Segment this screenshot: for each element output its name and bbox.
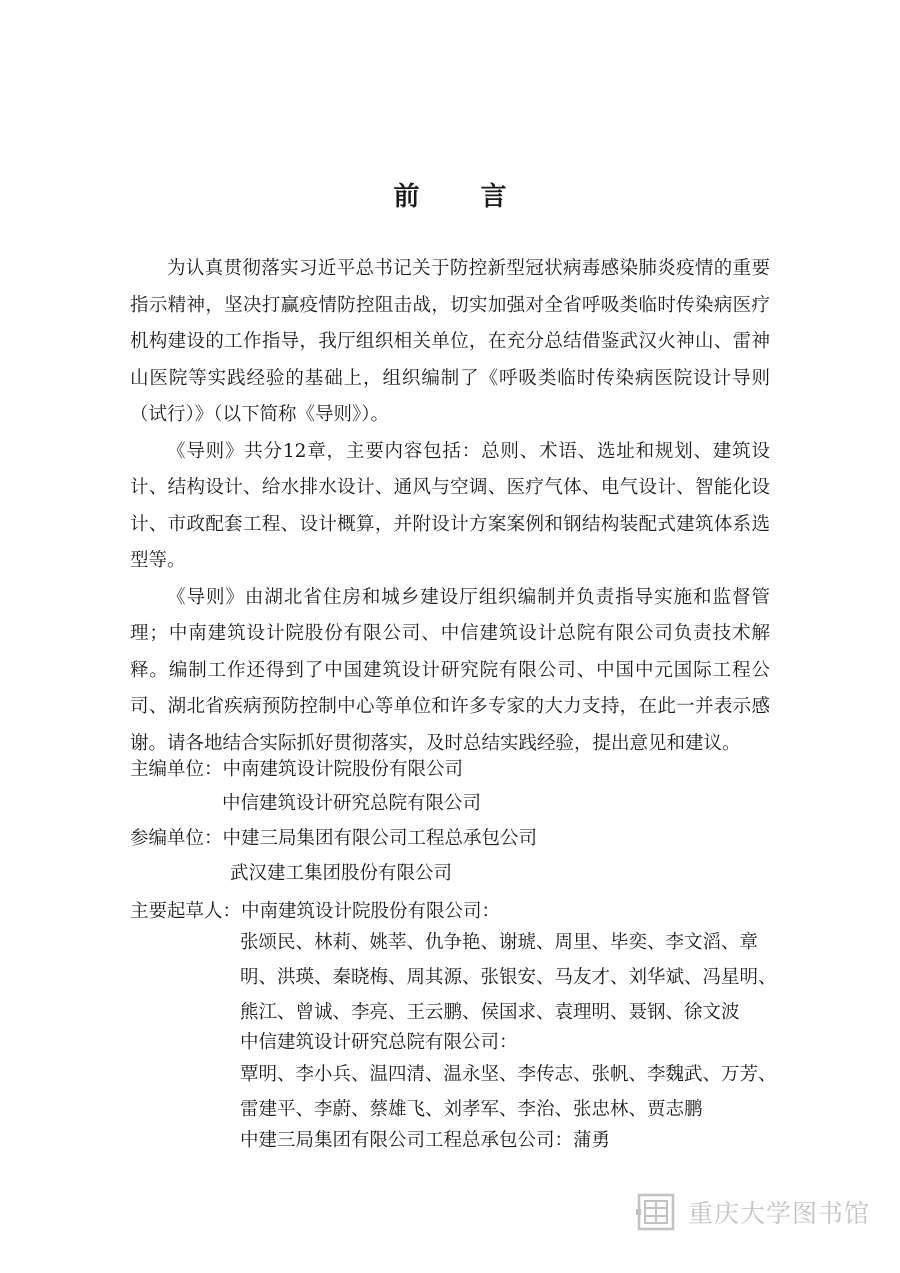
- drafters-line: [130, 895, 500, 929]
- preface-body: [130, 251, 770, 762]
- drafter-org-1: 中南建筑设计院股份有限公司：: [241, 901, 501, 922]
- co-editor-line-1: [130, 822, 537, 856]
- drafter-names-1: 张颂民、林莉、姚莘、仇争艳、谢琥、周里、毕奕、李文滔、章明、洪瑛、秦晓梅、周其源、张银安、马友才、刘华斌、冯星明、熊江、曾诚、李亮、王云鹏、侯国求、袁理明、聂钢、徐文波: [240, 932, 777, 1023]
- page-title: 前 言: [393, 182, 533, 212]
- co-editor-2: 武汉建工集团股份有限公司: [230, 863, 453, 884]
- library-logo-icon: [636, 1192, 676, 1232]
- paragraph-3: 《导则》由湖北省住房和城乡建设厅组织编制并负责指导实施和监督管理；中南建筑设计院股份有限公司、中信建筑设计总院有限公司负责技术解释。编制工作还得到了中国建筑设计研究院有限公司、中国中元国际工程公司、湖北省疾病预防控制中心等单位和许多专家的大力支持，在此一并表示感谢。请各地结合实际抓好贯彻落实，及时总结实践经验，提出意见和建议。: [130, 586, 770, 754]
- co-editor-label: 参编单位：: [130, 828, 223, 849]
- drafters-label: 主要起草人：: [130, 901, 242, 922]
- co-editor-1: 中建三局集团有限公司工程总承包公司: [222, 828, 538, 849]
- drafter-org-3: 中建三局集团有限公司工程总承包公司：蒲勇: [240, 1130, 611, 1151]
- drafter-names-2: 覃明、李小兵、温四清、温永坚、李传志、张帆、李魏武、万芳、雷建平、李蔚、蔡雄飞、刘孝军、李治、张忠林、贾志鹏: [240, 1064, 777, 1120]
- chief-editor-line-1: [130, 753, 463, 787]
- library-watermark: [636, 1190, 870, 1234]
- chief-editor-label: 主编单位：: [130, 759, 223, 780]
- watermark-text: 重庆大学图书馆: [688, 1199, 871, 1228]
- chief-editor-1: 中南建筑设计院股份有限公司: [222, 759, 464, 780]
- drafter-org-2: 中信建筑设计研究总院有限公司：: [240, 1032, 518, 1053]
- paragraph-2: 《导则》共分12章，主要内容包括：总则、术语、选址和规划、建筑设计、结构设计、给水排水设计、通风与空调、医疗气体、电气设计、智能化设计、市政配套工程、设计概算，并附设计方案案例和钢结构装配式建筑体系选型等。: [130, 440, 770, 571]
- chief-editor-2: 中信建筑设计研究总院有限公司: [222, 793, 482, 814]
- paragraph-1: 为认真贯彻落实习近平总书记关于防控新型冠状病毒感染肺炎疫情的重要指示精神，坚决打赢疫情防控阻击战，切实加强对全省呼吸类临时传染病医疗机构建设的工作指导，我厅组织相关单位，在充分总结借鉴武汉火神山、雷神山医院等实践经验的基础上，组织编制了《呼吸类临时传染病医院设计导则（试行）》（以下简称《导则》）。: [130, 258, 770, 425]
